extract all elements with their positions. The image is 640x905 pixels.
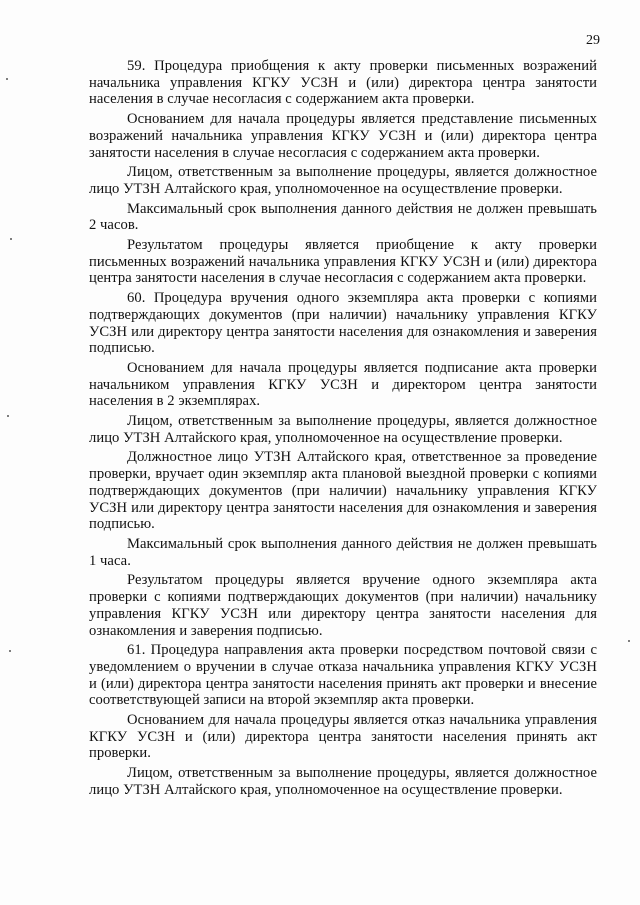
- paragraph-61-heading: 61. Процедура направления акта проверки посредством почтовой связи с уведомлением о вручении в случае отказа начальника управления КГКУ УСЗН и (или) директора центра занятости населения принять акт проверки и внесение соответствующей записи на второй экземпляр акта проверки.: [89, 642, 597, 709]
- paragraph: Должностное лицо УТЗН Алтайского края, ответственное за проведение проверки, вручает один экземпляр акта плановой выездной проверки с копиями подтверждающих документов (при наличии) начальнику управления КГКУ УСЗН или директору центра занятости населения для ознакомления и заверения подписью.: [89, 449, 597, 533]
- paragraph: Результатом процедуры является вручение одного экземпляра акта проверки с копиями подтверждающих документов (при наличии) начальнику управления КГКУ УСЗН или директору центра занятости населения для ознакомления и заверения подписью.: [89, 572, 597, 639]
- paragraph: Максимальный срок выполнения данного действия не должен превышать 1 часа.: [89, 535, 597, 569]
- scan-speck: [6, 78, 8, 80]
- scan-speck: [628, 640, 630, 642]
- scan-speck: [10, 238, 12, 240]
- paragraph: Лицом, ответственным за выполнение процедуры, является должностное лицо УТЗН Алтайского края, уполномоченное на осуществление проверки.: [89, 164, 597, 197]
- scan-speck: [7, 415, 9, 417]
- paragraph: Основанием для начала процедуры является представление письменных возражений начальника управления КГКУ УСЗН и (или) директора центра занятости населения в случае несогласия с содержанием акта проверки.: [89, 111, 597, 161]
- paragraph: Результатом процедуры является приобщение к акту проверки письменных возражений начальника управления КГКУ УСЗН и (или) директора центра занятости населения в случае несогласия с содержанием акта проверки.: [89, 237, 597, 287]
- paragraph: Основанием для начала процедуры является отказ начальника управления КГКУ УСЗН и (или) директора центра занятости населения принять акт проверки.: [89, 712, 597, 762]
- document-body: [89, 58, 597, 800]
- paragraph: Основанием для начала процедуры является подписание акта проверки начальником управления КГКУ УСЗН и директором центра занятости населения в 2 экземплярах.: [89, 359, 597, 410]
- page-number: 29: [586, 33, 600, 48]
- paragraph: Лицом, ответственным за выполнение процедуры, является должностное лицо УТЗН Алтайского края, уполномоченное на осуществление проверки.: [89, 765, 597, 798]
- paragraph-59-heading: 59. Процедура приобщения к акту проверки письменных возражений начальника управления КГКУ УСЗН и (или) директора центра занятости населения в случае несогласия с содержанием акта проверки.: [89, 58, 597, 108]
- paragraph: Максимальный срок выполнения данного действия не должен превышать 2 часов.: [89, 200, 597, 234]
- paragraph: Лицом, ответственным за выполнение процедуры, является должностное лицо УТЗН Алтайского края, уполномоченное на осуществление проверки.: [89, 413, 597, 446]
- paragraph-60-heading: 60. Процедура вручения одного экземпляра акта проверки с копиями подтверждающих документов (при наличии) начальнику управления КГКУ УСЗН или директору центра занятости населения для ознакомления и заверения подписью.: [89, 290, 597, 357]
- scan-speck: [9, 650, 11, 652]
